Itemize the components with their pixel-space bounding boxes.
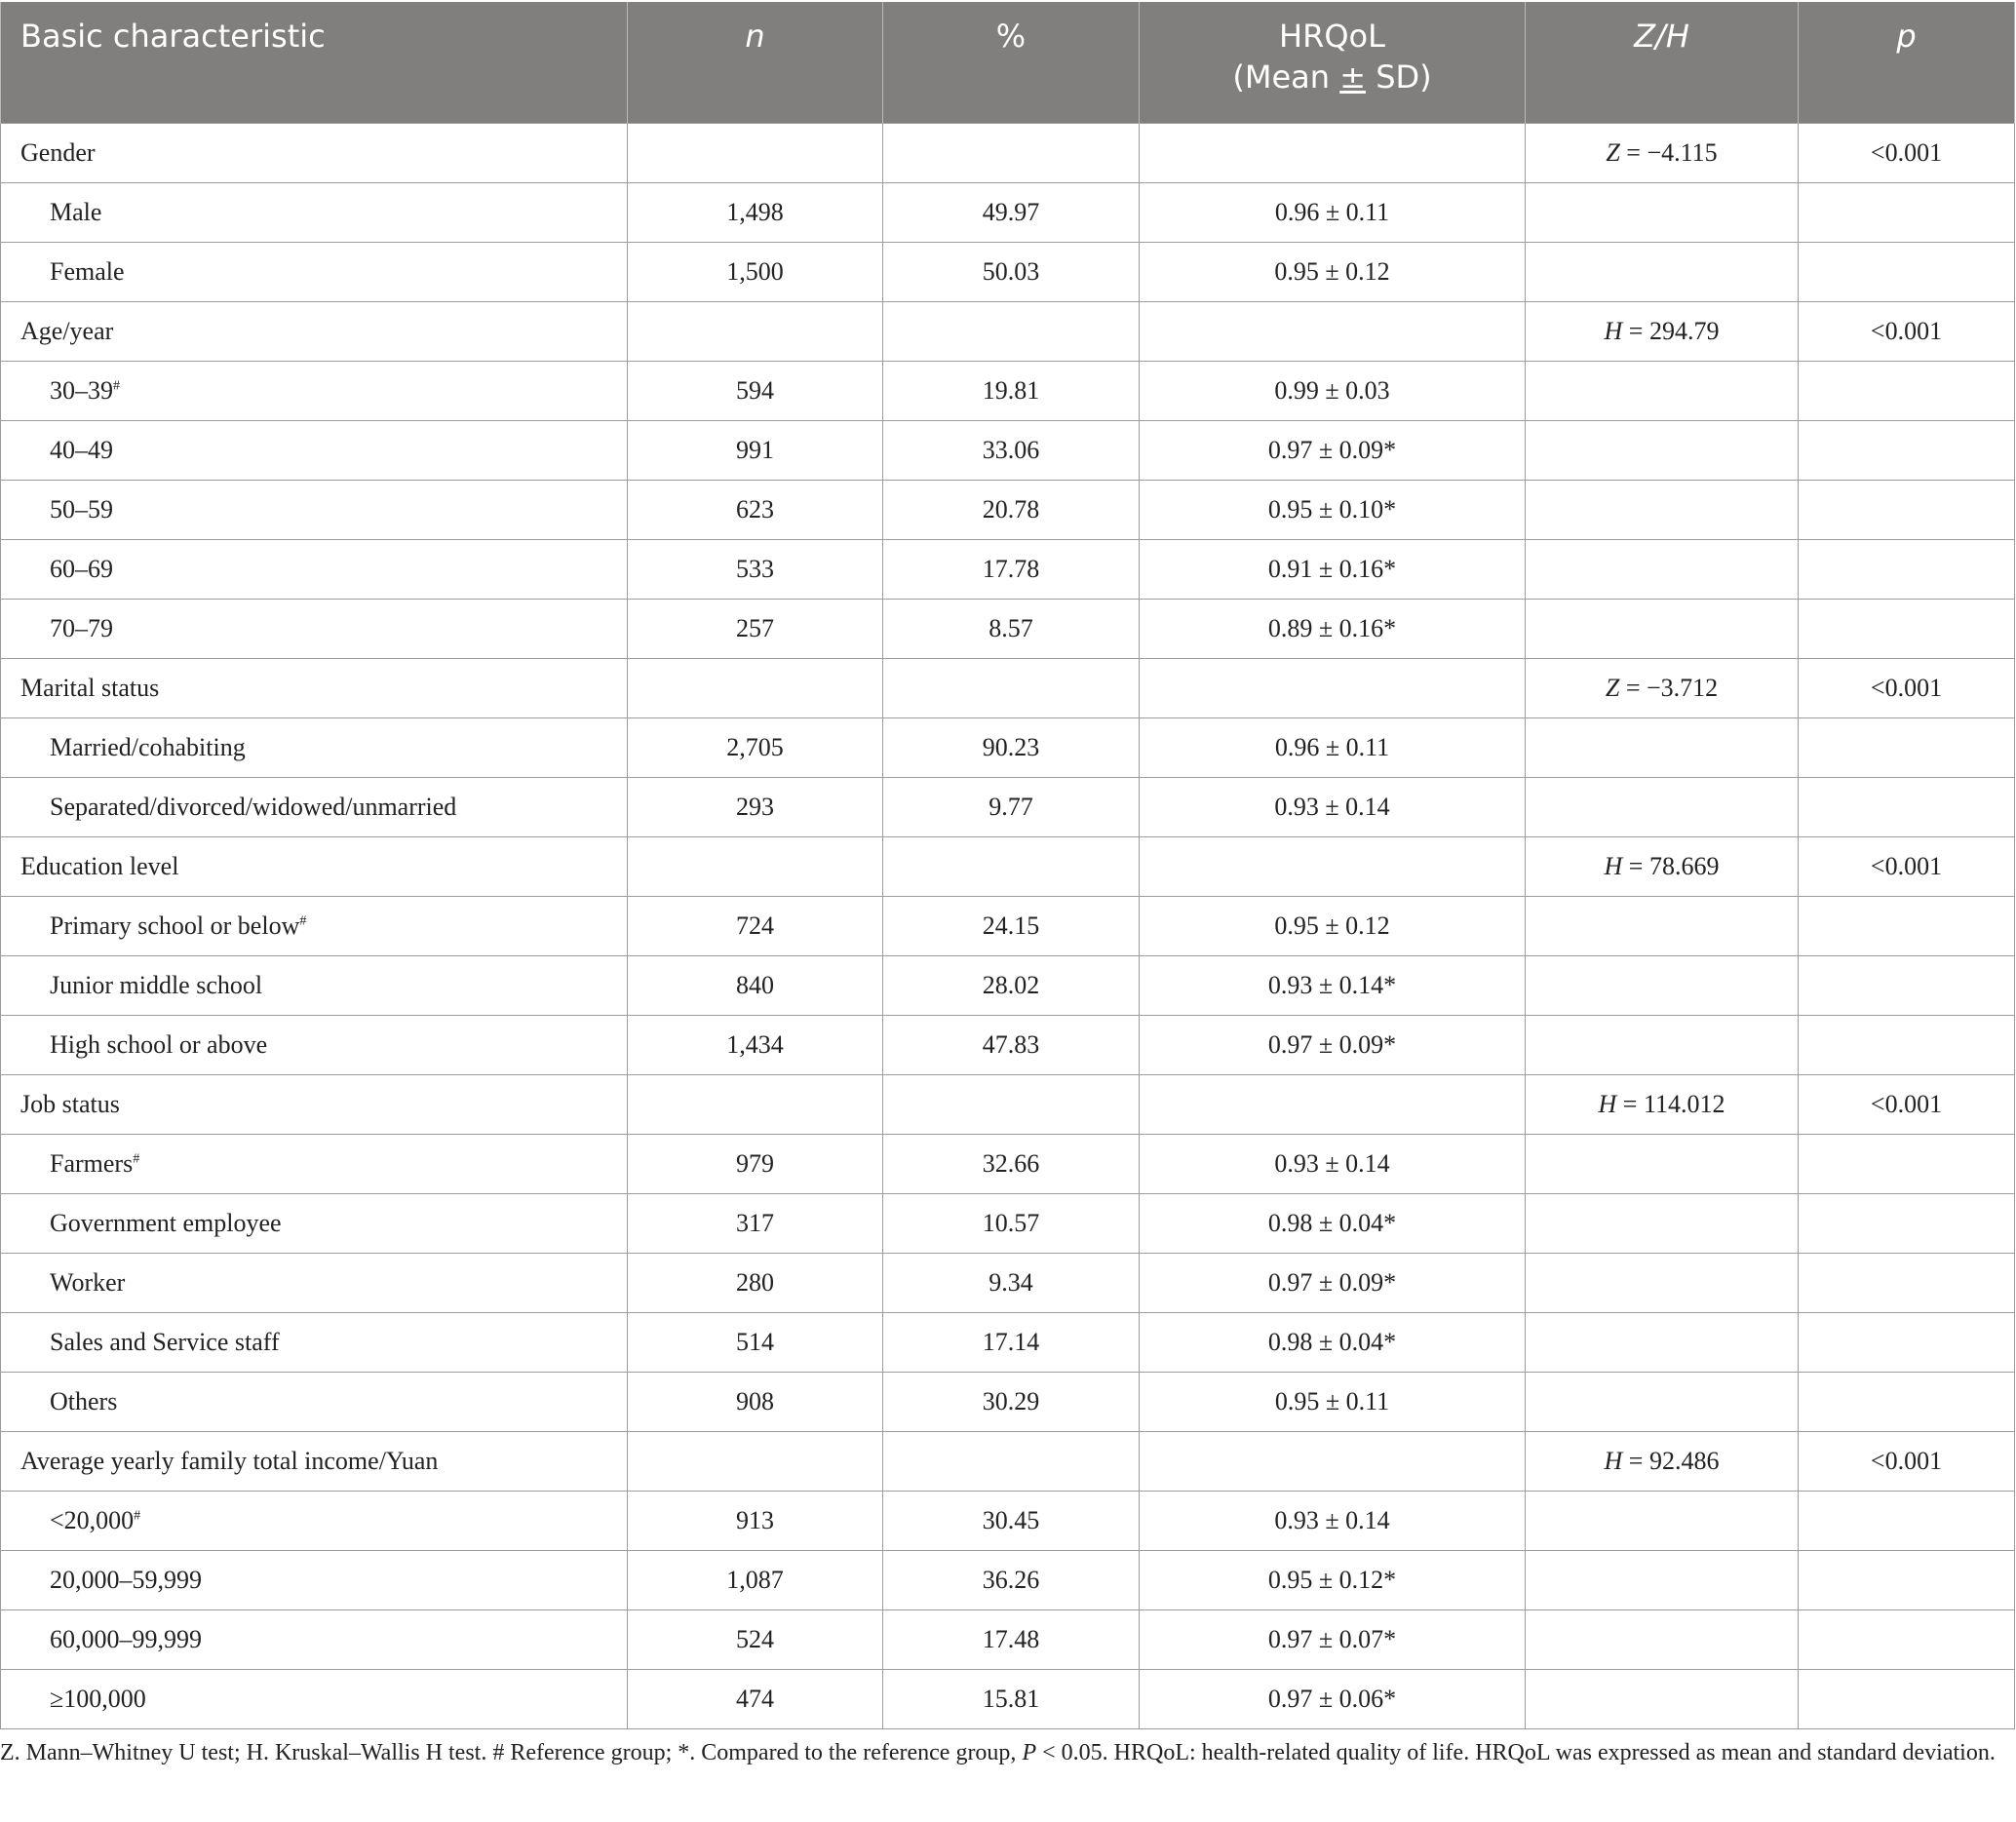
- cell-n: 524: [628, 1610, 883, 1670]
- cell-characteristic: [1, 1016, 628, 1075]
- cell-characteristic: [1, 778, 628, 837]
- cell-stat: [1526, 1075, 1799, 1135]
- cell-percent: 47.83: [883, 1016, 1140, 1075]
- cell-percent: [883, 124, 1140, 183]
- stat-value: = 294.79: [1622, 317, 1720, 345]
- cell-p: [1799, 778, 2015, 837]
- cell-n: 913: [628, 1492, 883, 1551]
- characteristic-label: Female: [50, 257, 125, 286]
- stat-value: = 114.012: [1616, 1090, 1725, 1118]
- header-percent: [883, 2, 1140, 124]
- cell-n: 623: [628, 481, 883, 540]
- cell-percent: 30.45: [883, 1492, 1140, 1551]
- table-row: [1, 1373, 2015, 1432]
- cell-p: [1799, 1194, 2015, 1254]
- cell-characteristic: [1, 1551, 628, 1610]
- table-row: [1, 718, 2015, 778]
- cell-characteristic: [1, 1610, 628, 1670]
- cell-characteristic: [1, 1075, 628, 1135]
- cell-n: 1,500: [628, 243, 883, 302]
- cell-hrqol: 0.98 ± 0.04*: [1140, 1313, 1526, 1373]
- cell-characteristic: [1, 362, 628, 421]
- table-row: [1, 778, 2015, 837]
- cell-characteristic: [1, 183, 628, 243]
- header-hrqol-mean: (Mean: [1232, 58, 1340, 96]
- cell-hrqol: 0.93 ± 0.14: [1140, 1492, 1526, 1551]
- cell-n: 257: [628, 600, 883, 659]
- cell-percent: [883, 837, 1140, 897]
- cell-n: 514: [628, 1313, 883, 1373]
- table-body: [1, 124, 2015, 1729]
- table-row: [1, 243, 2015, 302]
- cell-p: [1799, 1670, 2015, 1729]
- cell-stat: [1526, 362, 1799, 421]
- cell-stat: [1526, 1492, 1799, 1551]
- cell-p: [1799, 1313, 2015, 1373]
- cell-n: 979: [628, 1135, 883, 1194]
- cell-n: 317: [628, 1194, 883, 1254]
- reference-marker: #: [299, 913, 307, 929]
- header-p: [1799, 2, 2015, 124]
- cell-p: [1799, 540, 2015, 600]
- cell-p: [1799, 956, 2015, 1016]
- cell-n: 1,087: [628, 1551, 883, 1610]
- cell-p: <0.001: [1799, 659, 2015, 718]
- cell-p: [1799, 1016, 2015, 1075]
- stat-symbol: H: [1598, 1090, 1617, 1118]
- cell-percent: [883, 1432, 1140, 1492]
- cell-hrqol: 0.97 ± 0.09*: [1140, 1254, 1526, 1313]
- cell-percent: [883, 659, 1140, 718]
- cell-p: [1799, 481, 2015, 540]
- cell-stat: [1526, 778, 1799, 837]
- cell-hrqol: 0.98 ± 0.04*: [1140, 1194, 1526, 1254]
- characteristic-label: Gender: [20, 138, 96, 167]
- header-hrqol-label: HRQoL: [1279, 18, 1385, 55]
- cell-p: [1799, 897, 2015, 956]
- cell-percent: 49.97: [883, 183, 1140, 243]
- cell-stat: [1526, 124, 1799, 183]
- cell-stat: [1526, 1313, 1799, 1373]
- characteristic-label: Marital status: [20, 674, 160, 702]
- cell-percent: 15.81: [883, 1670, 1140, 1729]
- table-group-row: [1, 659, 2015, 718]
- cell-p: <0.001: [1799, 1432, 2015, 1492]
- stat-value: = −3.712: [1619, 674, 1719, 702]
- table-row: [1, 1610, 2015, 1670]
- cell-p: [1799, 1135, 2015, 1194]
- characteristic-label: Education level: [20, 852, 179, 880]
- stat-value: = −4.115: [1619, 138, 1718, 167]
- cell-stat: [1526, 718, 1799, 778]
- cell-p: [1799, 1254, 2015, 1313]
- header-row: [1, 2, 2015, 124]
- characteristic-label: 60–69: [50, 555, 113, 583]
- cell-n: 293: [628, 778, 883, 837]
- cell-hrqol: 0.96 ± 0.11: [1140, 183, 1526, 243]
- cell-hrqol: [1140, 124, 1526, 183]
- header-hrqol-pm: ±: [1339, 58, 1367, 96]
- cell-p: [1799, 183, 2015, 243]
- header-hrqol-sd: SD): [1366, 58, 1432, 96]
- footnote-p-symbol: P: [1022, 1740, 1037, 1765]
- cell-hrqol: 0.95 ± 0.12*: [1140, 1551, 1526, 1610]
- cell-n: 1,434: [628, 1016, 883, 1075]
- cell-hrqol: 0.95 ± 0.11: [1140, 1373, 1526, 1432]
- characteristic-label: 20,000–59,999: [50, 1566, 202, 1594]
- table-row: [1, 1254, 2015, 1313]
- cell-n: [628, 302, 883, 362]
- cell-n: 2,705: [628, 718, 883, 778]
- table-row: [1, 1670, 2015, 1729]
- cell-characteristic: [1, 1492, 628, 1551]
- cell-stat: [1526, 183, 1799, 243]
- cell-characteristic: [1, 421, 628, 481]
- characteristic-label: Others: [50, 1387, 118, 1415]
- header-characteristic: [1, 2, 628, 124]
- header-characteristic-label: Basic characteristic: [20, 18, 326, 55]
- cell-percent: [883, 302, 1140, 362]
- characteristic-label: Primary school or below: [50, 911, 300, 940]
- cell-percent: 17.78: [883, 540, 1140, 600]
- cell-percent: 90.23: [883, 718, 1140, 778]
- footnote-part1: Z. Mann–Whitney U test; H. Kruskal–Wallis H test. # Reference group; *. Compared to the reference group,: [0, 1740, 1023, 1765]
- cell-n: [628, 837, 883, 897]
- cell-stat: [1526, 1610, 1799, 1670]
- header-hrqol: [1140, 2, 1526, 124]
- cell-n: 533: [628, 540, 883, 600]
- cell-hrqol: 0.97 ± 0.09*: [1140, 421, 1526, 481]
- cell-percent: 36.26: [883, 1551, 1140, 1610]
- characteristic-label: Government employee: [50, 1209, 282, 1237]
- header-n-label: n: [745, 18, 765, 55]
- cell-characteristic: [1, 1194, 628, 1254]
- cell-hrqol: 0.95 ± 0.10*: [1140, 481, 1526, 540]
- cell-characteristic: [1, 837, 628, 897]
- table-footnote: [0, 1735, 2014, 1770]
- cell-percent: 33.06: [883, 421, 1140, 481]
- cell-hrqol: 0.96 ± 0.11: [1140, 718, 1526, 778]
- cell-hrqol: [1140, 659, 1526, 718]
- cell-percent: 17.48: [883, 1610, 1140, 1670]
- cell-stat: [1526, 1016, 1799, 1075]
- cell-stat: [1526, 540, 1799, 600]
- cell-characteristic: [1, 1313, 628, 1373]
- table-row: [1, 1313, 2015, 1373]
- cell-p: [1799, 243, 2015, 302]
- cell-stat: [1526, 600, 1799, 659]
- table-row: [1, 1492, 2015, 1551]
- cell-hrqol: 0.89 ± 0.16*: [1140, 600, 1526, 659]
- table-wrapper: [0, 2, 2016, 1729]
- cell-characteristic: [1, 1432, 628, 1492]
- table-group-row: [1, 1075, 2015, 1135]
- cell-hrqol: 0.95 ± 0.12: [1140, 243, 1526, 302]
- cell-characteristic: [1, 302, 628, 362]
- characteristic-label: 30–39: [50, 376, 113, 405]
- cell-p: <0.001: [1799, 124, 2015, 183]
- cell-p: <0.001: [1799, 1075, 2015, 1135]
- cell-stat: [1526, 897, 1799, 956]
- characteristic-label: Job status: [20, 1090, 120, 1118]
- cell-n: 724: [628, 897, 883, 956]
- cell-p: [1799, 421, 2015, 481]
- cell-characteristic: [1, 1135, 628, 1194]
- stat-symbol: H: [1604, 1447, 1623, 1475]
- cell-stat: [1526, 481, 1799, 540]
- stat-value: = 78.669: [1622, 852, 1720, 880]
- cell-percent: 17.14: [883, 1313, 1140, 1373]
- characteristics-table: [0, 2, 2015, 1729]
- table-row: [1, 362, 2015, 421]
- characteristic-label: Male: [50, 198, 102, 226]
- characteristic-label: <20,000: [50, 1506, 135, 1534]
- characteristic-label: 70–79: [50, 614, 113, 642]
- characteristic-label: Sales and Service staff: [50, 1328, 280, 1356]
- cell-n: 594: [628, 362, 883, 421]
- table-row: [1, 600, 2015, 659]
- cell-n: [628, 1432, 883, 1492]
- cell-hrqol: 0.93 ± 0.14*: [1140, 956, 1526, 1016]
- cell-percent: 24.15: [883, 897, 1140, 956]
- cell-characteristic: [1, 956, 628, 1016]
- cell-stat: [1526, 1551, 1799, 1610]
- characteristic-label: Age/year: [20, 317, 114, 345]
- cell-n: [628, 659, 883, 718]
- table-row: [1, 897, 2015, 956]
- header-percent-label: %: [995, 18, 1027, 55]
- characteristic-label: High school or above: [50, 1030, 268, 1059]
- table-row: [1, 481, 2015, 540]
- cell-hrqol: 0.93 ± 0.14: [1140, 1135, 1526, 1194]
- cell-n: 840: [628, 956, 883, 1016]
- cell-p: [1799, 362, 2015, 421]
- cell-characteristic: [1, 1373, 628, 1432]
- cell-characteristic: [1, 243, 628, 302]
- characteristic-label: Married/cohabiting: [50, 733, 246, 761]
- table-header: [1, 2, 2015, 124]
- table-row: [1, 540, 2015, 600]
- cell-n: 991: [628, 421, 883, 481]
- cell-stat: [1526, 956, 1799, 1016]
- reference-marker: #: [113, 378, 120, 394]
- cell-p: [1799, 1610, 2015, 1670]
- cell-characteristic: [1, 481, 628, 540]
- characteristic-label: 40–49: [50, 436, 113, 464]
- characteristic-label: Junior middle school: [50, 971, 263, 999]
- cell-stat: [1526, 1373, 1799, 1432]
- cell-p: [1799, 718, 2015, 778]
- stat-symbol: H: [1604, 852, 1623, 880]
- cell-hrqol: 0.93 ± 0.14: [1140, 778, 1526, 837]
- cell-stat: [1526, 1670, 1799, 1729]
- cell-n: [628, 1075, 883, 1135]
- cell-hrqol: 0.97 ± 0.06*: [1140, 1670, 1526, 1729]
- cell-p: [1799, 1492, 2015, 1551]
- cell-hrqol: 0.99 ± 0.03: [1140, 362, 1526, 421]
- cell-hrqol: 0.91 ± 0.16*: [1140, 540, 1526, 600]
- table-group-row: [1, 302, 2015, 362]
- table-row: [1, 1016, 2015, 1075]
- table-row: [1, 183, 2015, 243]
- cell-stat: [1526, 1135, 1799, 1194]
- header-stat: [1526, 2, 1799, 124]
- stat-symbol: H: [1604, 317, 1623, 345]
- cell-percent: 8.57: [883, 600, 1140, 659]
- cell-p: [1799, 600, 2015, 659]
- reference-marker: #: [134, 1508, 141, 1524]
- cell-percent: [883, 1075, 1140, 1135]
- table-group-row: [1, 837, 2015, 897]
- table-row: [1, 1551, 2015, 1610]
- cell-characteristic: [1, 600, 628, 659]
- header-p-label: p: [1896, 18, 1917, 55]
- table-row: [1, 1194, 2015, 1254]
- cell-p: <0.001: [1799, 837, 2015, 897]
- table-row: [1, 1135, 2015, 1194]
- cell-p: [1799, 1373, 2015, 1432]
- cell-p: <0.001: [1799, 302, 2015, 362]
- cell-n: 474: [628, 1670, 883, 1729]
- stat-symbol: Z: [1605, 674, 1620, 702]
- cell-n: 908: [628, 1373, 883, 1432]
- cell-hrqol: [1140, 1432, 1526, 1492]
- reference-marker: #: [133, 1151, 140, 1167]
- header-n: [628, 2, 883, 124]
- cell-stat: [1526, 1194, 1799, 1254]
- characteristic-label: Average yearly family total income/Yuan: [20, 1447, 439, 1475]
- table-group-row: [1, 1432, 2015, 1492]
- cell-stat: [1526, 421, 1799, 481]
- cell-characteristic: [1, 1254, 628, 1313]
- table-group-row: [1, 124, 2015, 183]
- characteristic-label: ≥100,000: [50, 1685, 146, 1713]
- characteristic-label: Farmers: [50, 1149, 134, 1178]
- characteristic-label: Separated/divorced/widowed/unmarried: [50, 793, 457, 821]
- cell-hrqol: 0.97 ± 0.07*: [1140, 1610, 1526, 1670]
- cell-stat: [1526, 243, 1799, 302]
- cell-percent: 28.02: [883, 956, 1140, 1016]
- cell-percent: 32.66: [883, 1135, 1140, 1194]
- cell-characteristic: [1, 124, 628, 183]
- characteristic-label: Worker: [50, 1268, 126, 1297]
- cell-percent: 20.78: [883, 481, 1140, 540]
- cell-stat: [1526, 1432, 1799, 1492]
- cell-hrqol: [1140, 302, 1526, 362]
- cell-percent: 30.29: [883, 1373, 1140, 1432]
- cell-n: 1,498: [628, 183, 883, 243]
- cell-percent: 50.03: [883, 243, 1140, 302]
- cell-stat: [1526, 837, 1799, 897]
- characteristic-label: 50–59: [50, 495, 113, 523]
- cell-hrqol: 0.97 ± 0.09*: [1140, 1016, 1526, 1075]
- cell-characteristic: [1, 897, 628, 956]
- cell-p: [1799, 1551, 2015, 1610]
- cell-hrqol: [1140, 837, 1526, 897]
- cell-stat: [1526, 659, 1799, 718]
- cell-characteristic: [1, 540, 628, 600]
- cell-percent: 10.57: [883, 1194, 1140, 1254]
- characteristic-label: 60,000–99,999: [50, 1625, 202, 1653]
- header-stat-label: Z/H: [1634, 18, 1689, 55]
- cell-stat: [1526, 1254, 1799, 1313]
- table-row: [1, 956, 2015, 1016]
- cell-n: 280: [628, 1254, 883, 1313]
- cell-percent: 9.77: [883, 778, 1140, 837]
- cell-percent: 19.81: [883, 362, 1140, 421]
- stat-symbol: Z: [1606, 138, 1620, 167]
- cell-hrqol: [1140, 1075, 1526, 1135]
- stat-value: = 92.486: [1622, 1447, 1720, 1475]
- cell-characteristic: [1, 718, 628, 778]
- cell-hrqol: 0.95 ± 0.12: [1140, 897, 1526, 956]
- cell-n: [628, 124, 883, 183]
- footnote-part2: < 0.05. HRQoL: health-related quality of life. HRQoL was expressed as mean and standard deviation.: [1036, 1740, 1996, 1765]
- cell-characteristic: [1, 659, 628, 718]
- cell-characteristic: [1, 1670, 628, 1729]
- cell-percent: 9.34: [883, 1254, 1140, 1313]
- table-row: [1, 421, 2015, 481]
- cell-stat: [1526, 302, 1799, 362]
